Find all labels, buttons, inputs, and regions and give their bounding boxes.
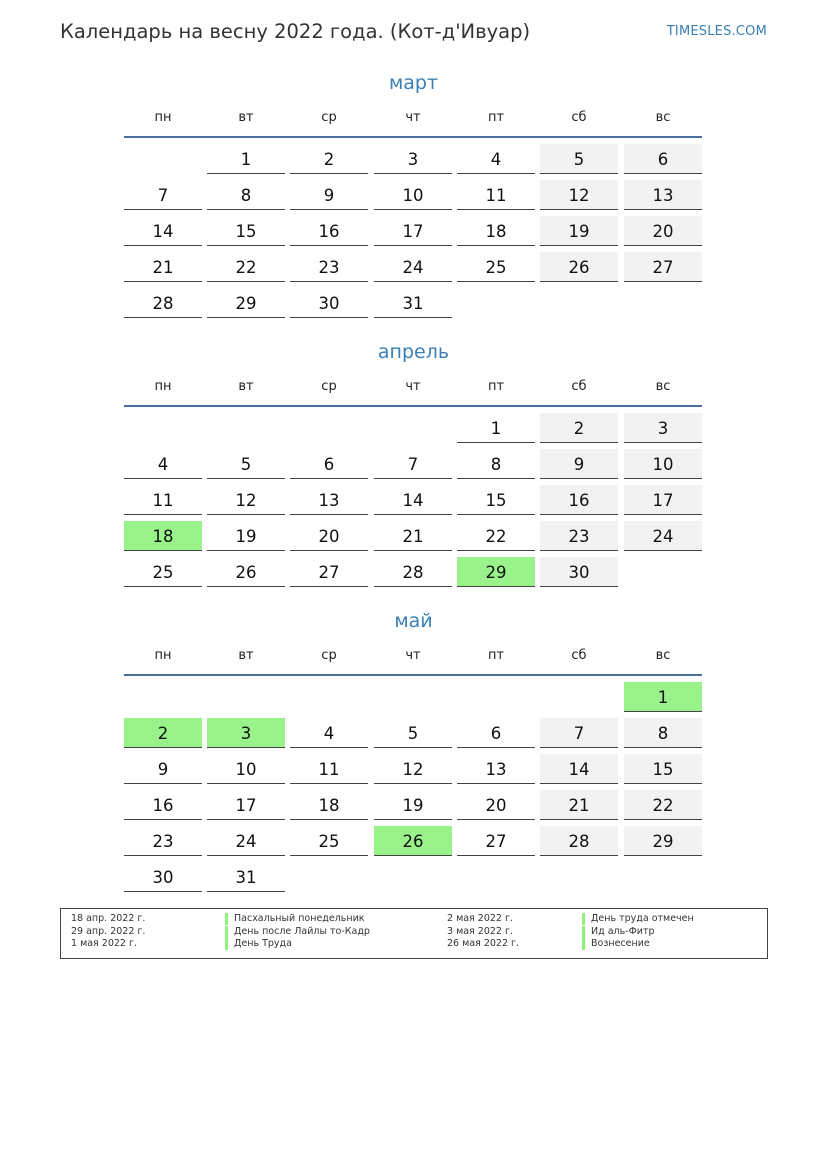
day-cell: 5 [207,449,285,479]
day-cell: 10 [207,754,285,784]
weekday-label: сб [571,110,587,125]
day-cell: 18 [457,216,535,246]
day-cell: 1 [207,144,285,174]
legend-holiday-name: Пасхальный понедельник [225,913,365,925]
day-cell: 19 [207,521,285,551]
day-cell: 25 [124,557,202,587]
weekday-label: вт [238,379,254,394]
day-cell: 5 [540,144,618,174]
legend-holiday-name: Вознесение [582,938,650,950]
day-cell: 16 [124,790,202,820]
weekday-label: пн [154,110,172,125]
day-cell: 24 [624,521,702,551]
weekday-label: ср [321,110,337,125]
weekday-label: пт [487,110,505,125]
month-title: май [394,610,433,632]
day-cell: 23 [290,252,368,282]
weekday-label: ср [321,379,337,394]
weekday-label: чт [405,110,421,125]
day-cell: 15 [207,216,285,246]
month-title: апрель [377,341,450,363]
day-cell: 22 [624,790,702,820]
day-cell: 20 [290,521,368,551]
day-cell: 27 [290,557,368,587]
holiday-day-cell: 2 [124,718,202,748]
day-cell: 7 [124,180,202,210]
day-cell: 5 [374,718,452,748]
legend-date: 18 апр. 2022 г. [71,913,146,924]
weekday-label: пт [487,379,505,394]
day-cell: 11 [124,485,202,515]
day-cell: 4 [124,449,202,479]
day-cell: 3 [624,413,702,443]
day-cell: 12 [207,485,285,515]
day-cell: 3 [374,144,452,174]
day-cell: 2 [540,413,618,443]
legend-date: 2 мая 2022 г. [447,913,513,924]
day-cell: 7 [374,449,452,479]
day-cell: 8 [207,180,285,210]
legend-holiday-name: День труда отмечен [582,913,694,925]
day-cell: 27 [624,252,702,282]
day-cell: 12 [374,754,452,784]
day-cell: 20 [457,790,535,820]
day-cell: 17 [374,216,452,246]
day-cell: 8 [624,718,702,748]
weekday-label: пн [154,379,172,394]
weekday-label: чт [405,648,421,663]
weekday-label: вс [655,648,671,663]
day-cell: 29 [624,826,702,856]
weekday-label: ср [321,648,337,663]
day-cell: 25 [290,826,368,856]
day-cell: 23 [124,826,202,856]
day-cell: 17 [207,790,285,820]
header-divider [124,674,702,676]
day-cell: 19 [374,790,452,820]
day-cell: 14 [540,754,618,784]
weekday-label: сб [571,379,587,394]
day-cell: 29 [207,288,285,318]
header-divider [124,405,702,407]
holiday-legend [60,908,768,959]
day-cell: 30 [540,557,618,587]
day-cell: 9 [290,180,368,210]
weekday-label: чт [405,379,421,394]
day-cell: 19 [540,216,618,246]
day-cell: 27 [457,826,535,856]
day-cell: 26 [207,557,285,587]
day-cell: 14 [124,216,202,246]
day-cell: 23 [540,521,618,551]
day-cell: 21 [374,521,452,551]
day-cell: 6 [457,718,535,748]
day-cell: 16 [290,216,368,246]
weekday-label: вс [655,110,671,125]
day-cell: 31 [207,862,285,892]
weekday-label: пт [487,648,505,663]
weekday-label: вт [238,648,254,663]
legend-holiday-name: День Труда [225,938,292,950]
day-cell: 31 [374,288,452,318]
holiday-day-cell: 29 [457,557,535,587]
day-cell: 15 [457,485,535,515]
day-cell: 7 [540,718,618,748]
day-cell: 11 [290,754,368,784]
day-cell: 4 [290,718,368,748]
day-cell: 4 [457,144,535,174]
header-divider [124,136,702,138]
day-cell: 30 [124,862,202,892]
holiday-day-cell: 1 [624,682,702,712]
day-cell: 26 [540,252,618,282]
legend-date: 1 мая 2022 г. [71,938,137,949]
page-title: Календарь на весну 2022 года. (Кот-д'Ивуар) [60,20,531,43]
weekday-label: вт [238,110,254,125]
day-cell: 17 [624,485,702,515]
day-cell: 8 [457,449,535,479]
legend-holiday-name: Ид аль-Фитр [582,926,655,938]
day-cell: 9 [540,449,618,479]
day-cell: 1 [457,413,535,443]
day-cell: 28 [540,826,618,856]
day-cell: 11 [457,180,535,210]
day-cell: 30 [290,288,368,318]
day-cell: 21 [124,252,202,282]
day-cell: 22 [457,521,535,551]
day-cell: 9 [124,754,202,784]
legend-holiday-name: День после Лайлы то-Кадр [225,926,370,938]
day-cell: 22 [207,252,285,282]
day-cell: 2 [290,144,368,174]
weekday-label: сб [571,648,587,663]
site-link[interactable]: TIMESLES.COM [666,24,767,39]
day-cell: 6 [290,449,368,479]
legend-date: 3 мая 2022 г. [447,925,513,937]
day-cell: 10 [624,449,702,479]
month-title: март [388,72,439,94]
day-cell: 28 [374,557,452,587]
day-cell: 13 [457,754,535,784]
day-cell: 16 [540,485,618,515]
day-cell: 24 [374,252,452,282]
day-cell: 15 [624,754,702,784]
day-cell: 20 [624,216,702,246]
weekday-label: вс [655,379,671,394]
holiday-day-cell: 26 [374,826,452,856]
legend-date: 29 апр. 2022 г. [71,925,146,937]
legend-date: 26 мая 2022 г. [447,938,520,949]
day-cell: 10 [374,180,452,210]
day-cell: 25 [457,252,535,282]
day-cell: 6 [624,144,702,174]
day-cell: 12 [540,180,618,210]
day-cell: 14 [374,485,452,515]
day-cell: 18 [290,790,368,820]
day-cell: 13 [624,180,702,210]
day-cell: 28 [124,288,202,318]
weekday-label: пн [154,648,172,663]
day-cell: 24 [207,826,285,856]
holiday-day-cell: 18 [124,521,202,551]
day-cell: 21 [540,790,618,820]
day-cell: 13 [290,485,368,515]
holiday-day-cell: 3 [207,718,285,748]
